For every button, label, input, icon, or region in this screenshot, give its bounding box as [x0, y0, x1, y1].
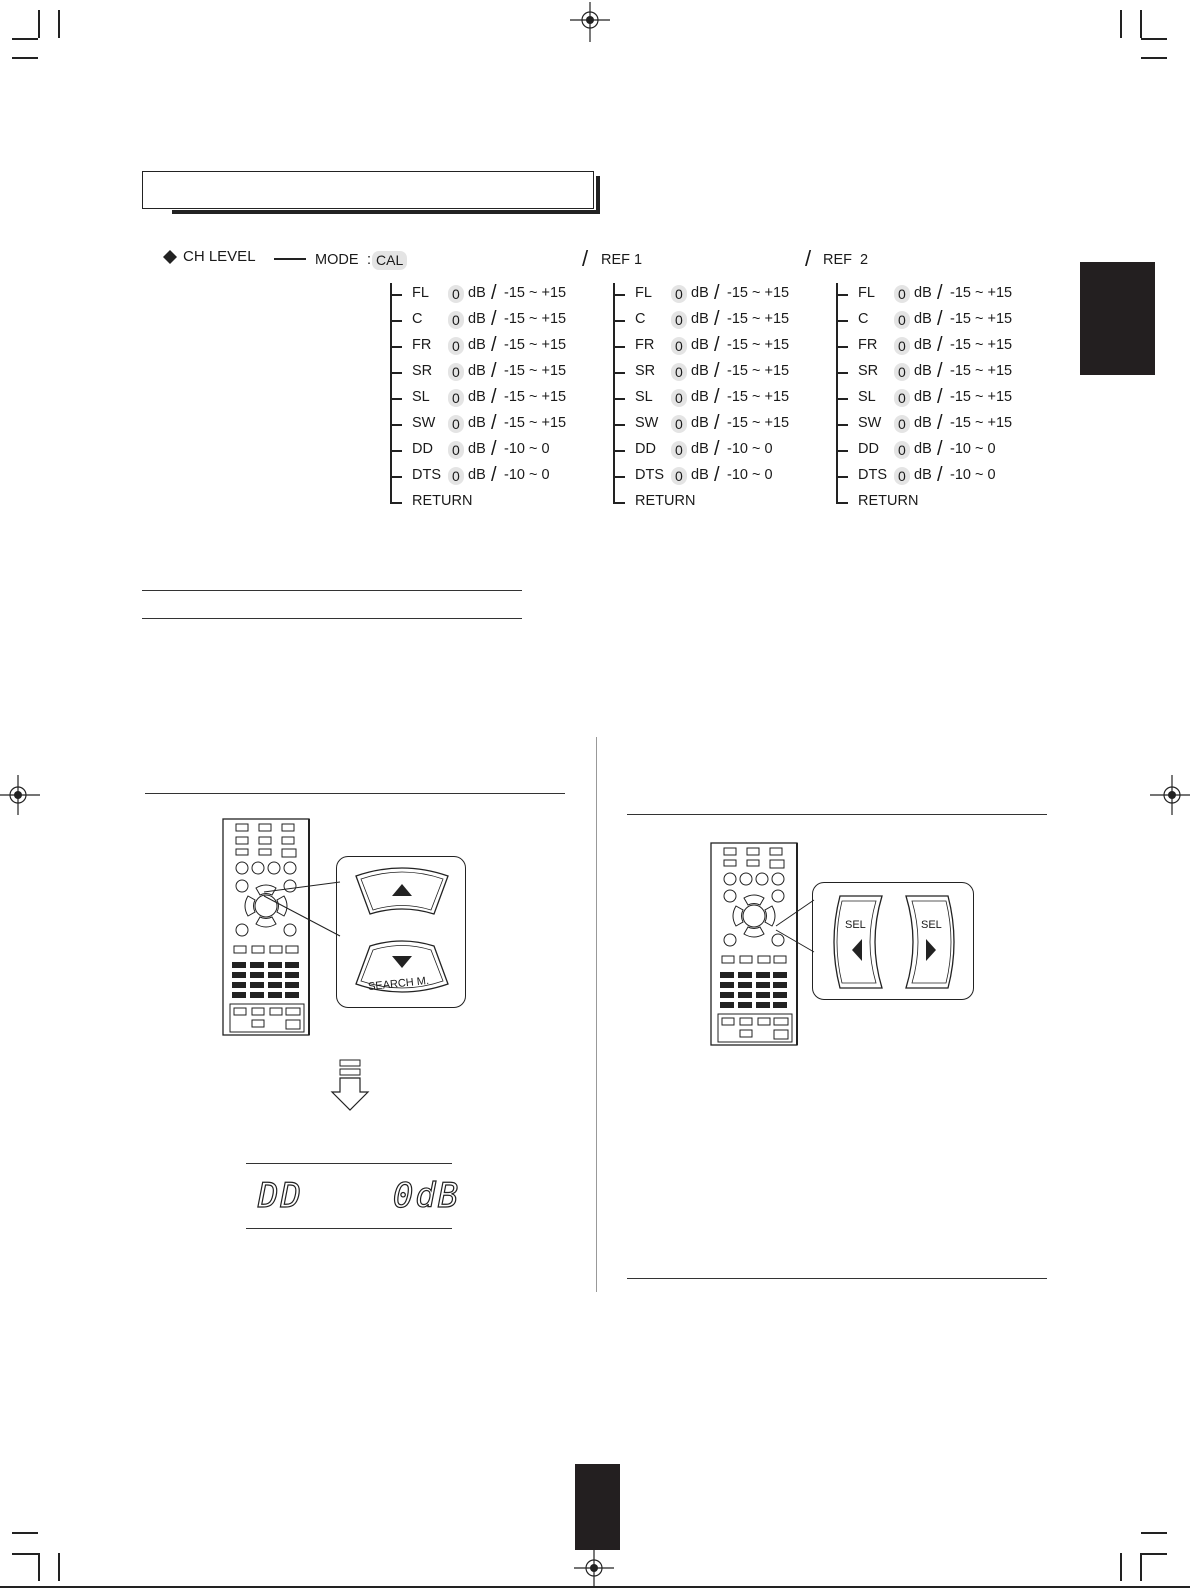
level-value: 0 — [671, 363, 687, 381]
tree-branch — [390, 450, 402, 452]
tree-branch — [390, 346, 402, 348]
mode-value-cal: CAL — [372, 251, 407, 270]
channel-name: SW — [635, 415, 659, 431]
level-value: 0 — [671, 415, 687, 433]
level-unit: dB — [914, 363, 932, 379]
level-range: -15 ~ +15 — [504, 415, 567, 431]
channel-level-row[interactable] — [613, 309, 853, 335]
channel-level-row[interactable] — [613, 361, 853, 387]
level-range: -10 ~ 0 — [727, 467, 773, 483]
range-separator: / — [937, 386, 943, 408]
channel-name: FL — [635, 285, 652, 301]
range-separator: / — [491, 438, 497, 460]
level-value: 0 — [671, 337, 687, 355]
channel-level-row[interactable] — [390, 283, 630, 309]
range-separator: / — [937, 464, 943, 486]
sel-right-label: SEL — [921, 919, 942, 931]
level-range: -15 ~ +15 — [727, 337, 790, 353]
return-label: RETURN — [635, 493, 696, 509]
channel-name: C — [858, 311, 869, 327]
channel-name: DD — [635, 441, 656, 457]
tree-branch — [836, 294, 848, 296]
channel-name: FL — [412, 285, 429, 301]
level-range: -15 ~ +15 — [504, 389, 567, 405]
range-separator: / — [491, 334, 497, 356]
zoom-callout-lines-left — [262, 880, 342, 940]
channel-level-row[interactable] — [613, 465, 853, 491]
tree-branch — [390, 294, 402, 296]
range-separator: / — [937, 282, 943, 304]
channel-level-row[interactable] — [836, 413, 1076, 439]
range-separator: / — [714, 412, 720, 434]
level-unit: dB — [914, 311, 932, 327]
channel-level-row[interactable] — [613, 335, 853, 361]
channel-level-row[interactable] — [836, 361, 1076, 387]
step-rule-right-bottom — [627, 1278, 1047, 1279]
level-value: 0 — [671, 389, 687, 407]
channel-name: DD — [412, 441, 433, 457]
up-arrow-button-icon — [352, 866, 452, 922]
channel-level-row[interactable] — [613, 283, 853, 309]
display-rule-bottom — [246, 1228, 452, 1229]
level-range: -15 ~ +15 — [504, 285, 567, 301]
channel-name: FL — [858, 285, 875, 301]
level-value: 0 — [448, 415, 464, 433]
range-separator: / — [714, 360, 720, 382]
level-unit: dB — [691, 363, 709, 379]
channel-level-row[interactable] — [390, 413, 630, 439]
tree-branch — [390, 502, 402, 504]
tree-branch — [613, 294, 625, 296]
level-value: 0 — [671, 467, 687, 485]
level-unit: dB — [691, 389, 709, 405]
level-unit: dB — [914, 285, 932, 301]
level-value: 0 — [894, 389, 910, 407]
flow-down-arrow-icon — [330, 1058, 370, 1114]
range-separator: / — [491, 308, 497, 330]
level-value: 0 — [671, 285, 687, 303]
level-unit: dB — [468, 337, 486, 353]
tree-branch — [390, 320, 402, 322]
range-separator: / — [714, 282, 720, 304]
level-unit: dB — [468, 441, 486, 457]
channel-name: C — [635, 311, 646, 327]
level-range: -15 ~ +15 — [504, 311, 567, 327]
level-range: -10 ~ 0 — [504, 467, 550, 483]
level-range: -10 ~ 0 — [950, 441, 996, 457]
range-separator: / — [491, 412, 497, 434]
tree-branch — [613, 372, 625, 374]
channel-name: SL — [858, 389, 876, 405]
channel-name: FR — [412, 337, 432, 353]
level-unit: dB — [691, 441, 709, 457]
tree-branch — [613, 398, 625, 400]
range-separator: / — [491, 464, 497, 486]
tree-branch — [613, 450, 625, 452]
channel-name: FR — [635, 337, 655, 353]
range-separator: / — [937, 412, 943, 434]
return-row[interactable] — [390, 491, 630, 517]
level-value: 0 — [448, 285, 464, 303]
registration-mark-bottom-icon — [574, 1550, 614, 1586]
channel-name: SR — [858, 363, 879, 379]
diamond-bullet-icon — [163, 250, 177, 264]
level-range: -15 ~ +15 — [727, 285, 790, 301]
menu-root-label: CH LEVEL — [183, 248, 256, 265]
level-unit: dB — [914, 389, 932, 405]
channel-name: SR — [412, 363, 433, 379]
level-value: 0 — [894, 415, 910, 433]
root-connector — [274, 258, 306, 260]
mode-colon: : — [367, 252, 372, 268]
range-separator: / — [714, 386, 720, 408]
channel-level-row[interactable] — [390, 439, 630, 465]
return-label: RETURN — [858, 493, 919, 509]
tree-branch — [836, 372, 848, 374]
channel-level-row[interactable] — [390, 387, 630, 413]
channel-name: SL — [635, 389, 653, 405]
channel-level-row[interactable] — [390, 361, 630, 387]
column-divider — [596, 737, 597, 1292]
level-unit: dB — [691, 285, 709, 301]
level-unit: dB — [691, 467, 709, 483]
channel-name: SW — [412, 415, 436, 431]
tree-branch — [836, 320, 848, 322]
level-range: -15 ~ +15 — [504, 337, 567, 353]
level-range: -15 ~ +15 — [504, 363, 567, 379]
level-value: 0 — [894, 285, 910, 303]
level-value: 0 — [448, 337, 464, 355]
level-range: -10 ~ 0 — [950, 467, 996, 483]
range-separator: / — [937, 308, 943, 330]
level-value: 0 — [894, 363, 910, 381]
level-range: -15 ~ +15 — [950, 285, 1013, 301]
mode-separator-1: / — [582, 246, 589, 271]
range-separator: / — [714, 308, 720, 330]
channel-level-row[interactable] — [390, 309, 630, 335]
channel-name: C — [412, 311, 423, 327]
tree-branch — [390, 372, 402, 374]
return-label: RETURN — [412, 493, 473, 509]
level-value: 0 — [448, 311, 464, 329]
range-separator: / — [491, 386, 497, 408]
level-range: -15 ~ +15 — [950, 363, 1013, 379]
channel-name: FR — [858, 337, 878, 353]
mode-value-ref1: REF 1 — [601, 252, 643, 268]
level-unit: dB — [468, 415, 486, 431]
level-range: -15 ~ +15 — [727, 389, 790, 405]
channel-level-row[interactable] — [613, 439, 853, 465]
tree-branch — [613, 502, 625, 504]
level-unit: dB — [914, 337, 932, 353]
mode-separator-2: / — [805, 246, 812, 271]
level-value: 0 — [448, 441, 464, 459]
tree-branch — [390, 398, 402, 400]
subheading-rule-top — [142, 590, 522, 591]
sel-left-label: SEL — [845, 919, 866, 931]
registration-mark-top-icon — [570, 2, 610, 42]
channel-level-row[interactable] — [390, 335, 630, 361]
level-value: 0 — [671, 441, 687, 459]
level-value: 0 — [894, 467, 910, 485]
channel-name: SL — [412, 389, 430, 405]
tree-branch — [390, 476, 402, 478]
level-unit: dB — [468, 363, 486, 379]
channel-name: SW — [858, 415, 882, 431]
range-separator: / — [937, 360, 943, 382]
level-unit: dB — [691, 415, 709, 431]
level-range: -15 ~ +15 — [727, 415, 790, 431]
section-heading-box — [142, 171, 594, 209]
channel-level-row[interactable] — [836, 335, 1076, 361]
channel-level-row[interactable] — [836, 465, 1076, 491]
level-value: 0 — [448, 467, 464, 485]
tree-branch — [836, 476, 848, 478]
level-unit: dB — [691, 337, 709, 353]
level-range: -15 ~ +15 — [950, 337, 1013, 353]
tree-branch — [613, 424, 625, 426]
level-value: 0 — [894, 441, 910, 459]
level-unit: dB — [468, 467, 486, 483]
level-value: 0 — [448, 363, 464, 381]
zoom-callout-lines-right — [774, 898, 816, 954]
level-unit: dB — [468, 311, 486, 327]
chapter-tab — [1080, 262, 1155, 375]
channel-level-row[interactable] — [613, 413, 853, 439]
level-value: 0 — [448, 389, 464, 407]
level-range: -10 ~ 0 — [727, 441, 773, 457]
return-row[interactable] — [836, 491, 1076, 517]
registration-mark-left-icon — [0, 775, 40, 815]
display-rule-top — [246, 1163, 452, 1164]
mode-value-ref2: REF 2 — [823, 252, 869, 268]
channel-level-row[interactable] — [613, 387, 853, 413]
tree-branch — [836, 398, 848, 400]
level-unit: dB — [914, 415, 932, 431]
tree-branch — [613, 320, 625, 322]
step-rule-right-top — [627, 814, 1047, 815]
channel-name: DD — [858, 441, 879, 457]
level-range: -15 ~ +15 — [950, 389, 1013, 405]
tree-branch — [836, 424, 848, 426]
tree-branch — [613, 346, 625, 348]
tree-branch — [390, 424, 402, 426]
level-unit: dB — [914, 467, 932, 483]
sel-left-button-icon — [826, 892, 890, 992]
mode-label: MODE — [315, 252, 359, 268]
range-separator: / — [491, 360, 497, 382]
level-range: -15 ~ +15 — [727, 363, 790, 379]
registration-mark-right-icon — [1150, 775, 1190, 815]
level-range: -15 ~ +15 — [950, 311, 1013, 327]
range-separator: / — [714, 334, 720, 356]
subheading-rule-bottom — [142, 618, 522, 619]
level-value: 0 — [671, 311, 687, 329]
channel-level-row[interactable] — [836, 387, 1076, 413]
channel-level-row[interactable] — [836, 309, 1076, 335]
tree-branch — [836, 346, 848, 348]
return-row[interactable] — [613, 491, 853, 517]
tree-branch — [613, 476, 625, 478]
level-value: 0 — [894, 337, 910, 355]
search-m-label: SEARCH M. — [367, 974, 430, 994]
range-separator: / — [714, 438, 720, 460]
channel-name: DTS — [412, 467, 441, 483]
range-separator: / — [491, 282, 497, 304]
tree-branch — [836, 450, 848, 452]
level-range: -15 ~ +15 — [950, 415, 1013, 431]
level-unit: dB — [468, 285, 486, 301]
display-readout: DD 0dB — [258, 1176, 461, 1216]
channel-level-row[interactable] — [836, 439, 1076, 465]
range-separator: / — [937, 334, 943, 356]
step-rule-left — [145, 793, 565, 794]
level-range: -10 ~ 0 — [504, 441, 550, 457]
page-number-tab — [575, 1464, 620, 1550]
level-unit: dB — [691, 311, 709, 327]
range-separator: / — [714, 464, 720, 486]
tree-branch — [836, 502, 848, 504]
level-unit: dB — [468, 389, 486, 405]
level-value: 0 — [894, 311, 910, 329]
level-unit: dB — [914, 441, 932, 457]
channel-level-row[interactable] — [390, 465, 630, 491]
level-range: -15 ~ +15 — [727, 311, 790, 327]
sel-right-button-icon — [898, 892, 962, 992]
channel-name: DTS — [858, 467, 887, 483]
channel-level-row[interactable] — [836, 283, 1076, 309]
channel-name: SR — [635, 363, 656, 379]
channel-name: DTS — [635, 467, 664, 483]
range-separator: / — [937, 438, 943, 460]
